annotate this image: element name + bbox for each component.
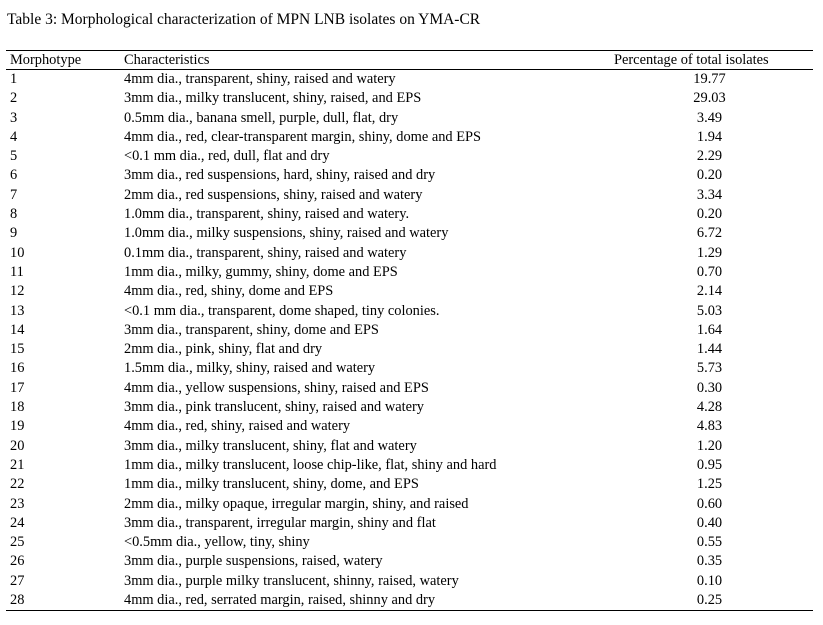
cell-morphotype: 14 — [10, 321, 25, 338]
cell-characteristics: 4mm dia., red, shiny, raised and watery — [124, 418, 351, 435]
cell-characteristics: <0.1 mm dia., transparent, dome shaped, tiny colonies. — [124, 302, 440, 319]
cell-morphotype: 5 — [10, 148, 18, 165]
header-morphotype: Morphotype — [10, 52, 82, 68]
cell-morphotype: 23 — [10, 495, 25, 512]
table-header-row — [6, 51, 813, 69]
cell-characteristics: 4mm dia., transparent, shiny, raised and watery — [124, 71, 396, 87]
cell-percentage: 4.28 — [696, 399, 723, 416]
cell-characteristics: 1.0mm dia., transparent, shiny, raised and watery. — [124, 206, 410, 223]
cell-morphotype: 22 — [10, 476, 25, 493]
cell-characteristics: 3mm dia., milky translucent, shiny, raised, and EPS — [124, 90, 422, 107]
table-bottom-rule — [6, 610, 813, 611]
cell-characteristics: 1.5mm dia., milky, shiny, raised and watery — [124, 360, 376, 377]
table-row — [6, 186, 813, 205]
table-row — [6, 302, 813, 321]
table-row — [6, 533, 813, 552]
table-row — [6, 340, 813, 359]
table-row — [6, 263, 813, 282]
cell-percentage: 0.60 — [696, 495, 723, 512]
table-row — [6, 359, 813, 378]
cell-morphotype: 19 — [10, 418, 25, 435]
cell-percentage: 29.03 — [693, 90, 726, 107]
cell-characteristics: <0.1 mm dia., red, dull, flat and dry — [124, 148, 330, 165]
table-row — [6, 475, 813, 494]
table-row — [6, 495, 813, 514]
cell-characteristics: 2mm dia., red suspensions, shiny, raised and watery — [124, 186, 423, 203]
cell-percentage: 1.25 — [696, 476, 723, 493]
table-row — [6, 572, 813, 591]
cell-percentage: 0.20 — [696, 167, 723, 184]
cell-percentage: 0.25 — [696, 592, 723, 609]
cell-percentage: 1.29 — [696, 244, 723, 261]
cell-characteristics: 3mm dia., transparent, shiny, dome and EPS — [124, 321, 379, 338]
cell-characteristics: 4mm dia., red, clear-transparent margin, shiny, dome and EPS — [124, 128, 481, 145]
cell-percentage: 2.29 — [696, 148, 723, 165]
table-row — [6, 514, 813, 533]
cell-percentage: 0.35 — [696, 553, 723, 570]
cell-percentage: 0.30 — [696, 379, 723, 396]
cell-morphotype: 6 — [10, 167, 18, 184]
cell-characteristics: 1mm dia., milky translucent, shiny, dome, and EPS — [124, 476, 419, 493]
cell-morphotype: 3 — [10, 109, 18, 126]
cell-morphotype: 1 — [10, 71, 18, 87]
cell-morphotype: 13 — [10, 302, 25, 319]
cell-percentage: 5.73 — [696, 360, 723, 377]
table-row — [6, 224, 813, 243]
cell-characteristics: 3mm dia., pink translucent, shiny, raised and watery — [124, 399, 424, 416]
cell-percentage: 3.34 — [696, 186, 723, 203]
header-percentage: Percentage of total isolates — [614, 52, 769, 68]
table-row — [6, 282, 813, 301]
cell-characteristics: 0.1mm dia., transparent, shiny, raised and watery — [124, 244, 407, 261]
cell-morphotype: 20 — [10, 437, 25, 454]
cell-percentage: 0.40 — [696, 514, 723, 531]
cell-characteristics: 1.0mm dia., milky suspensions, shiny, raised and watery — [124, 225, 449, 242]
table-body — [6, 70, 813, 610]
cell-characteristics: <0.5mm dia., yellow, tiny, shiny — [124, 534, 310, 551]
cell-characteristics: 4mm dia., yellow suspensions, shiny, raised and EPS — [124, 379, 429, 396]
cell-morphotype: 18 — [10, 399, 25, 416]
cell-characteristics: 3mm dia., milky translucent, shiny, flat and watery — [124, 437, 417, 454]
cell-percentage: 1.20 — [696, 437, 723, 454]
table-row — [6, 456, 813, 475]
table-row — [6, 205, 813, 224]
cell-characteristics: 0.5mm dia., banana smell, purple, dull, flat, dry — [124, 109, 399, 126]
table-caption: Table 3: Morphological characterization of MPN LNB isolates on YMA-CR — [7, 11, 481, 28]
table-row — [6, 321, 813, 340]
cell-morphotype: 26 — [10, 553, 25, 570]
table-row — [6, 437, 813, 456]
table-row — [6, 552, 813, 571]
cell-morphotype: 28 — [10, 592, 25, 609]
table-row — [6, 398, 813, 417]
cell-morphotype: 17 — [10, 379, 25, 396]
cell-morphotype: 4 — [10, 128, 18, 145]
cell-morphotype: 15 — [10, 341, 25, 358]
cell-percentage: 0.95 — [696, 456, 723, 473]
table-row — [6, 591, 813, 610]
cell-percentage: 0.70 — [696, 263, 723, 280]
table-row — [6, 417, 813, 436]
cell-morphotype: 9 — [10, 225, 18, 242]
cell-percentage: 6.72 — [696, 225, 723, 242]
cell-morphotype: 7 — [10, 186, 18, 203]
cell-percentage: 0.20 — [696, 206, 723, 223]
cell-characteristics: 2mm dia., pink, shiny, flat and dry — [124, 341, 323, 358]
cell-characteristics: 4mm dia., red, shiny, dome and EPS — [124, 283, 334, 300]
cell-percentage: 5.03 — [696, 302, 723, 319]
header-characteristics: Characteristics — [124, 52, 210, 68]
cell-morphotype: 27 — [10, 572, 25, 589]
cell-morphotype: 8 — [10, 206, 18, 223]
cell-percentage: 0.55 — [696, 534, 723, 551]
table-row — [6, 244, 813, 263]
cell-percentage: 3.49 — [696, 109, 723, 126]
cell-characteristics: 4mm dia., red, serrated margin, raised, shinny and dry — [124, 592, 436, 609]
cell-percentage: 2.14 — [696, 283, 723, 300]
table-row — [6, 379, 813, 398]
cell-morphotype: 21 — [10, 456, 25, 473]
cell-percentage: 19.77 — [693, 71, 726, 87]
cell-characteristics: 1mm dia., milky, gummy, shiny, dome and EPS — [124, 263, 398, 280]
table-row — [6, 89, 813, 108]
cell-characteristics: 1mm dia., milky translucent, loose chip-like, flat, shiny and hard — [124, 456, 497, 473]
cell-percentage: 1.44 — [696, 341, 723, 358]
cell-characteristics: 3mm dia., red suspensions, hard, shiny, raised and dry — [124, 167, 436, 184]
cell-characteristics: 3mm dia., purple milky translucent, shinny, raised, watery — [124, 572, 459, 589]
cell-morphotype: 11 — [10, 263, 24, 280]
cell-morphotype: 2 — [10, 90, 18, 107]
cell-morphotype: 16 — [10, 360, 25, 377]
table-row — [6, 128, 813, 147]
table-row — [6, 109, 813, 128]
cell-characteristics: 3mm dia., purple suspensions, raised, watery — [124, 553, 383, 570]
cell-percentage: 0.10 — [696, 572, 723, 589]
cell-morphotype: 10 — [10, 244, 25, 261]
cell-morphotype: 12 — [10, 283, 25, 300]
cell-percentage: 1.64 — [696, 321, 723, 338]
cell-morphotype: 24 — [10, 514, 25, 531]
cell-characteristics: 2mm dia., milky opaque, irregular margin, shiny, and raised — [124, 495, 469, 512]
table-row — [6, 70, 813, 89]
morphology-table — [6, 50, 813, 611]
cell-percentage: 1.94 — [696, 128, 723, 145]
cell-percentage: 4.83 — [696, 418, 723, 435]
table-row — [6, 147, 813, 166]
table-row — [6, 166, 813, 185]
cell-morphotype: 25 — [10, 534, 25, 551]
cell-characteristics: 3mm dia., transparent, irregular margin, shiny and flat — [124, 514, 436, 531]
